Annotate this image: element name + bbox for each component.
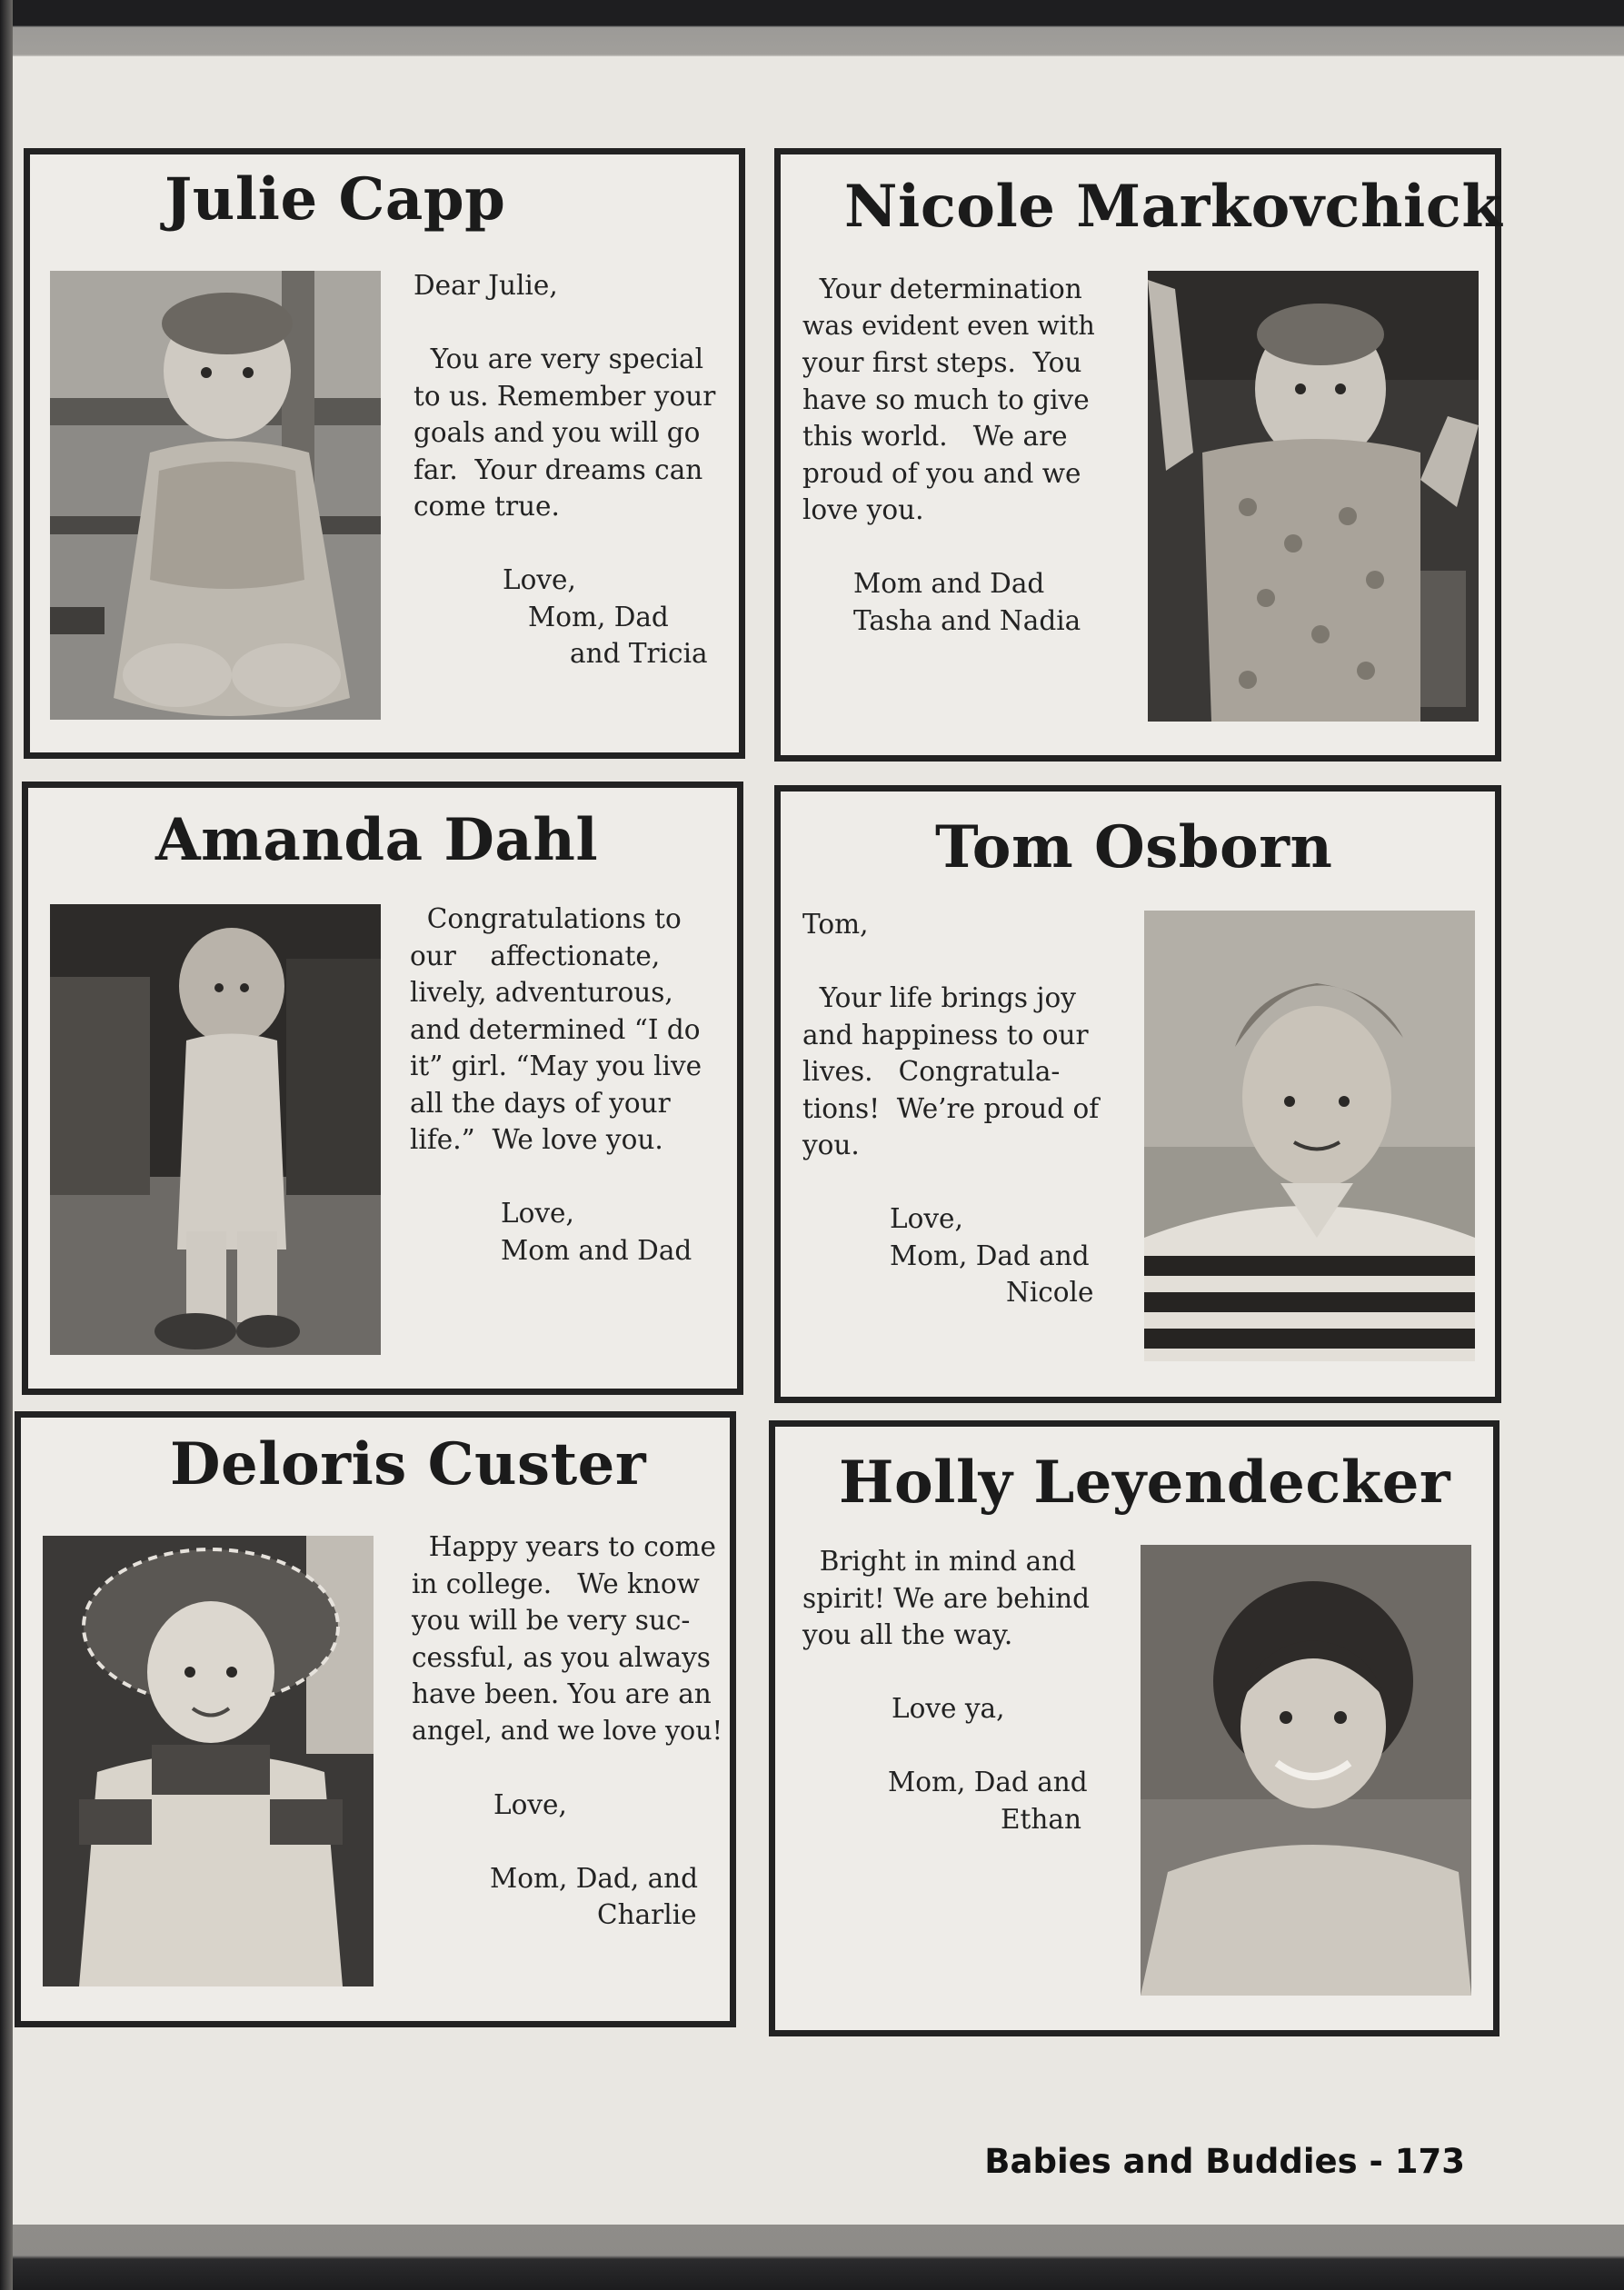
message-line: come true. — [413, 491, 560, 522]
baby-photo — [50, 271, 381, 720]
ad-card-nicole-markovchick — [774, 148, 1501, 762]
card-title: Holly Leyendecker — [839, 1449, 1451, 1517]
closing-line: Mom and Dad — [853, 568, 1045, 599]
closing-line: Nicole — [1006, 1277, 1094, 1308]
greeting: Tom, — [802, 909, 869, 940]
message-line: life.” We love you. — [410, 1124, 663, 1155]
closing-line: and Tricia — [570, 638, 708, 669]
message-line: all the days of your — [410, 1087, 671, 1119]
closing-line: Mom, Dad and — [888, 1767, 1088, 1797]
ad-card-amanda-dahl — [22, 782, 743, 1395]
message-block — [802, 906, 1116, 1311]
message-line: love you. — [802, 494, 924, 525]
child-photo — [1141, 1545, 1471, 1996]
closing-line: Love, — [503, 564, 576, 595]
message-line: Your life brings joy — [802, 982, 1076, 1013]
message-line: our affectionate, — [410, 940, 661, 971]
message-line: in college. We know — [412, 1568, 700, 1599]
message-line: you all the way. — [802, 1619, 1013, 1650]
closing-line: Love, — [501, 1198, 574, 1229]
message-block — [412, 1528, 721, 1934]
message-block — [410, 901, 724, 1269]
scan-top-edge — [0, 0, 1624, 56]
card-title: Tom Osborn — [935, 813, 1333, 881]
ad-card-tom-osborn — [774, 785, 1501, 1403]
closing-line: Ethan — [1001, 1803, 1081, 1835]
message-line: have been. You are an — [412, 1678, 712, 1709]
card-title: Deloris Custer — [170, 1430, 647, 1498]
closing-line: Mom and Dad — [501, 1234, 692, 1266]
message-line: Your determination — [802, 274, 1082, 304]
message-line: lively, adventurous, — [410, 977, 673, 1008]
ad-card-holly-leyendecker — [769, 1420, 1499, 2036]
scan-bottom-edge — [0, 2225, 1624, 2290]
card-title: Nicole Markovchick — [844, 173, 1503, 241]
card-title: Julie Capp — [164, 165, 506, 234]
message-line: cessful, as you always — [412, 1641, 711, 1673]
closing-line: Mom, Dad, and — [490, 1862, 699, 1894]
section-title: Babies and Buddies — [984, 2142, 1358, 2181]
message-line: angel, and we love you! — [412, 1715, 723, 1746]
message-line: spirit! We are behind — [802, 1582, 1091, 1614]
message-line: your first steps. You — [802, 347, 1082, 378]
greeting: Dear Julie, — [413, 270, 558, 301]
message-line: have so much to give — [802, 383, 1090, 415]
baby-photo — [1148, 271, 1479, 722]
scan-left-edge — [0, 0, 13, 2290]
closing-line: Charlie — [597, 1899, 697, 1930]
message-line: Congratulations to — [410, 903, 682, 934]
child-photo — [1144, 911, 1475, 1361]
message-line: goals and you will go — [413, 417, 701, 448]
message-line: tions! We’re proud of — [802, 1092, 1100, 1124]
message-line: Bright in mind and — [802, 1546, 1077, 1577]
message-line: you. — [802, 1130, 860, 1160]
message-line: you will be very suc- — [412, 1605, 691, 1636]
baby-photo — [43, 1536, 374, 1986]
closing-line: Love, — [493, 1788, 567, 1820]
page-number: 173 — [1394, 2142, 1465, 2181]
message-line: this world. We are — [802, 421, 1068, 452]
ad-card-julie-capp — [24, 148, 745, 759]
closing-line: Mom, Dad — [528, 601, 669, 632]
closing-line: Mom, Dad and — [890, 1240, 1090, 1271]
message-line: You are very special — [413, 344, 704, 374]
baby-photo — [50, 904, 381, 1355]
message-line: it” girl. “May you live — [410, 1050, 702, 1081]
closing-line: Love ya, — [892, 1693, 1005, 1724]
message-line: lives. Congratula- — [802, 1056, 1061, 1087]
message-line: to us. Remember your — [413, 380, 716, 412]
message-line: was evident even with — [802, 310, 1095, 341]
message-line: and determined “I do — [410, 1013, 701, 1045]
closing-line: Tasha and Nadia — [853, 604, 1081, 636]
message-block — [802, 1543, 1111, 1837]
closing-line: Love, — [890, 1203, 963, 1234]
message-line: far. Your dreams can — [413, 453, 703, 485]
page-footer — [984, 2142, 1465, 2181]
message-block — [802, 271, 1102, 639]
message-line: and happiness to our — [802, 1019, 1089, 1050]
message-block — [413, 267, 722, 672]
message-line: Happy years to come — [412, 1531, 716, 1562]
message-line: proud of you and we — [802, 457, 1081, 489]
ad-card-deloris-custer — [15, 1411, 736, 2027]
card-title: Amanda Dahl — [155, 806, 599, 874]
footer-separator: - — [1369, 2142, 1383, 2181]
